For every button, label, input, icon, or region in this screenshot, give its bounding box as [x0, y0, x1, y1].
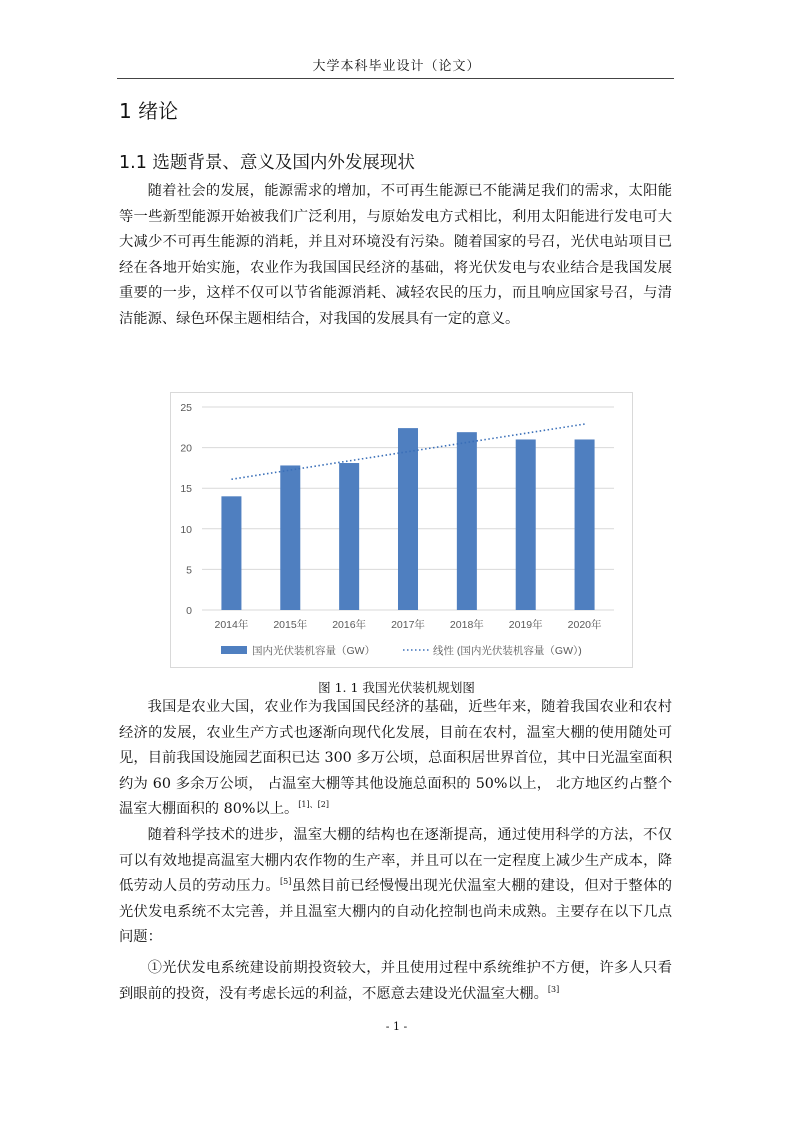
bar [516, 439, 536, 610]
citation-ref[interactable]: [3] [547, 984, 560, 994]
y-tick-label: 15 [180, 483, 192, 496]
bar [339, 463, 359, 610]
x-tick-label: 2017年 [391, 619, 425, 631]
x-tick-label: 2014年 [214, 619, 249, 631]
page-header: 大学本科毕业设计（论文） [312, 59, 481, 74]
legend-swatch-bar [221, 646, 247, 654]
x-tick-label: 2018年 [449, 619, 484, 631]
paragraph-1 [119, 179, 672, 333]
citation-ref[interactable]: [1]、[2] [298, 800, 329, 810]
capacity-chart [170, 392, 633, 668]
paragraph-2-text: 我国是农业大国，农业作为我国国民经济的基础，近些年来，随着我国农业和农村经济的发展，农业生产方式也逐渐向现代化发展，目前在农村，温室大棚的使用随处可见，目前我国设施园艺面积已达 300 多万公顷，总面积居世界首位，其中日光温室面积约为 60 多余万公顷， 占温室大棚等其他设施总面积的 50%以上， 北方地区约占整个温室大棚面积的 80%以上。 [119, 699, 672, 818]
section-heading: 1.1 选题背景、意义及国内外发展现状 [119, 153, 415, 173]
paragraph-3 [119, 823, 672, 951]
y-tick-label: 5 [186, 564, 192, 577]
bar [280, 465, 300, 610]
paragraph-3-text-b: 虽然目前已经慢慢出现光伏温室大棚的建设，但对于整体的光伏发电系统不太完善，并且温室大棚内的自动化控制也尚未成熟。主要存在以下几点问题： [119, 878, 673, 946]
y-tick-label: 20 [180, 442, 192, 455]
bar [575, 439, 595, 610]
paragraph-3-text-a: 随着科学技术的进步，温室大棚的结构也在逐渐提高，通过使用科学的方法，不仅可以有效地提高温室大棚内农作物的生产率，并且可以在一定程度上减少生产成本，降低劳动人员的劳动压力。 [119, 827, 672, 895]
paragraph-2 [119, 695, 672, 823]
page-number: - 1 - [385, 1020, 408, 1033]
y-tick-label: 0 [186, 605, 192, 617]
x-tick-label: 2020年 [567, 619, 602, 631]
figure-caption: 图 1. 1 我国光伏装机规划图 [318, 680, 475, 695]
paragraph-4 [119, 956, 672, 1007]
paragraph-4-text: ①光伏发电系统建设前期投资较大，并且使用过程中系统维护不方便，许多人只看到眼前的投资，没有考虑长远的利益，不愿意去建设光伏温室大棚。 [119, 960, 672, 1002]
x-tick-label: 2015年 [273, 619, 308, 631]
header-divider [117, 78, 674, 79]
y-tick-label: 10 [180, 523, 192, 536]
bar [457, 432, 477, 610]
y-tick-label: 25 [180, 402, 192, 414]
x-tick-label: 2019年 [508, 619, 543, 631]
citation-ref[interactable]: [5] [280, 877, 292, 887]
chart-canvas [171, 393, 632, 667]
bar [398, 428, 418, 610]
x-tick-label: 2016年 [332, 619, 367, 631]
legend-label-trend: 线性 (国内光伏装机容量（GW）) [433, 645, 582, 657]
legend-label-series: 国内光伏装机容量（GW） [252, 645, 376, 657]
bar [221, 496, 241, 610]
paragraph-1-text: 随着社会的发展，能源需求的增加，不可再生能源已不能满足我们的需求，太阳能等一些新型能源开始被我们广泛利用，与原始发电方式相比，利用太阳能进行发电可大大减少不可再生能源的消耗，并且对环境没有污染。随着国家的号召，光伏电站项目已经在各地开始实施，农业作为我国国民经济的基础，将光伏发电与农业结合是我国发展重要的一步，这样不仅可以节省能源消耗、减轻农民的压力，而且响应国家号召，与清洁能源、绿色环保主题相结合，对我国的发展具有一定的意义。 [119, 183, 672, 327]
chapter-heading: 1 绪论 [119, 99, 179, 123]
